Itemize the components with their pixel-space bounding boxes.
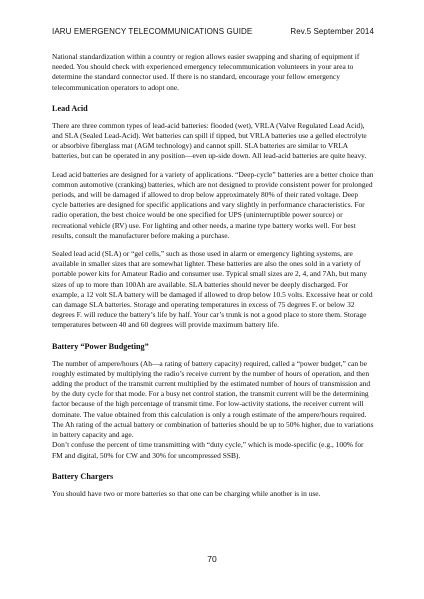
lead-acid-paragraph-2: Lead acid batteries are designed for a variety of applications. “Deep-cycle” batteries are a better choice than common automotive (cranking) batteries, which are not designed to provide consistent power for prolonged periods, and will be damaged if allowed to drop below approximately 80% of their rated voltage. Deep cycle batteries are designed for specific applications and vary slightly in performance characteristics. For radio operation, the best choice would be one specified for UPS (uninterruptible power source) or recreational vehicle (RV) use. For lighting and other needs, a marine type battery works well. For best results, consult the manufacturer before making a purchase.	[52, 169, 374, 240]
section-heading-battery-chargers: Battery Chargers	[52, 471, 114, 481]
header-revision: Rev.5 September 2014	[290, 27, 374, 36]
page-content	[52, 52, 374, 507]
page-number: 70	[207, 554, 217, 564]
intro-paragraph: National standardization within a country or region allows easier swapping and sharing of equipment if needed. You should check with experienced emergency telecommunication volunteers in your area to determine the standard connector used. If there is no standard, encourage your fellow emergency telecommunication operators to adopt one.	[52, 52, 360, 92]
battery-chargers-paragraph: You should have two or more batteries so that one can be charging while another is in use.	[52, 488, 321, 498]
lead-acid-paragraph-3: Sealed lead acid (SLA) or “gel cells,” such as those used in alarm or emergency lighting systems, are available in smaller sizes that are somewhat lighter. These batteries are also the ones sold in a variety of portable power kits for Amateur Radio and consumer use. Typical small sizes are 2, 4, and 7Ah, but many sizes of up to more than 100Ah are available. SLA batteries should never be deeply discharged. For example, a 12 volt SLA battery will be damaged if allowed to drop below 10.5 volts. Excessive heat or cold can damage SLA batteries. Storage and operating temperatures in excess of 75 degrees F. or below 32 degrees F. will reduce the battery’s life by half. Your car’s trunk is not a good place to store them. Storage temperatures between 40 and 60 degrees will provide maximum battery life.	[52, 249, 373, 330]
page-header	[52, 27, 374, 36]
section-heading-lead-acid: Lead Acid	[52, 103, 88, 113]
power-budgeting-paragraph-1: The number of ampere/hours (Ah—a rating of battery capacity) required, called a “power budget,” can be roughly estimated by multiplying the radio’s receive current by the number of hours of operation, and then adding the product of the transmit current multiplied by the estimated number of hours of transmission and by the duty cycle for that mode. For a busy net control station, the transmit current will be the determining factor because of the high percentage of transmit time. For low-activity stations, the receiver current will dominate. The value obtained from this calculation is only a rough estimate of the ampere/hours required. The Ah rating of the actual battery or combination of batteries should be up to 50% higher, due to variations in battery capacity and age.	[52, 358, 374, 440]
power-budgeting-paragraph-2: Don’t confuse the percent of time transmitting with “duty cycle,” which is mode-specific (e.g., 100% for FM and digital, 50% for CW and 30% for uncompressed SSB).	[52, 440, 364, 460]
section-heading-power-budgeting: Battery “Power Budgeting”	[52, 341, 149, 351]
lead-acid-paragraph-1: There are three common types of lead-acid batteries: flooded (wet), VRLA (Valve Regulated Lead Acid), and SLA (Sealed Lead-Acid). Wet batteries can spill if tipped, but VRLA batteries use a gelled electrolyte or absorbive fiberglass mat (AGM technology) and cannot spill. SLA batteries are similar to VRLA batteries, but can be operated in any position—even up-side down. All lead-acid batteries are quite heavy.	[52, 120, 367, 161]
header-title: IARU EMERGENCY TELECOMMUNICATIONS GUIDE	[52, 27, 253, 36]
